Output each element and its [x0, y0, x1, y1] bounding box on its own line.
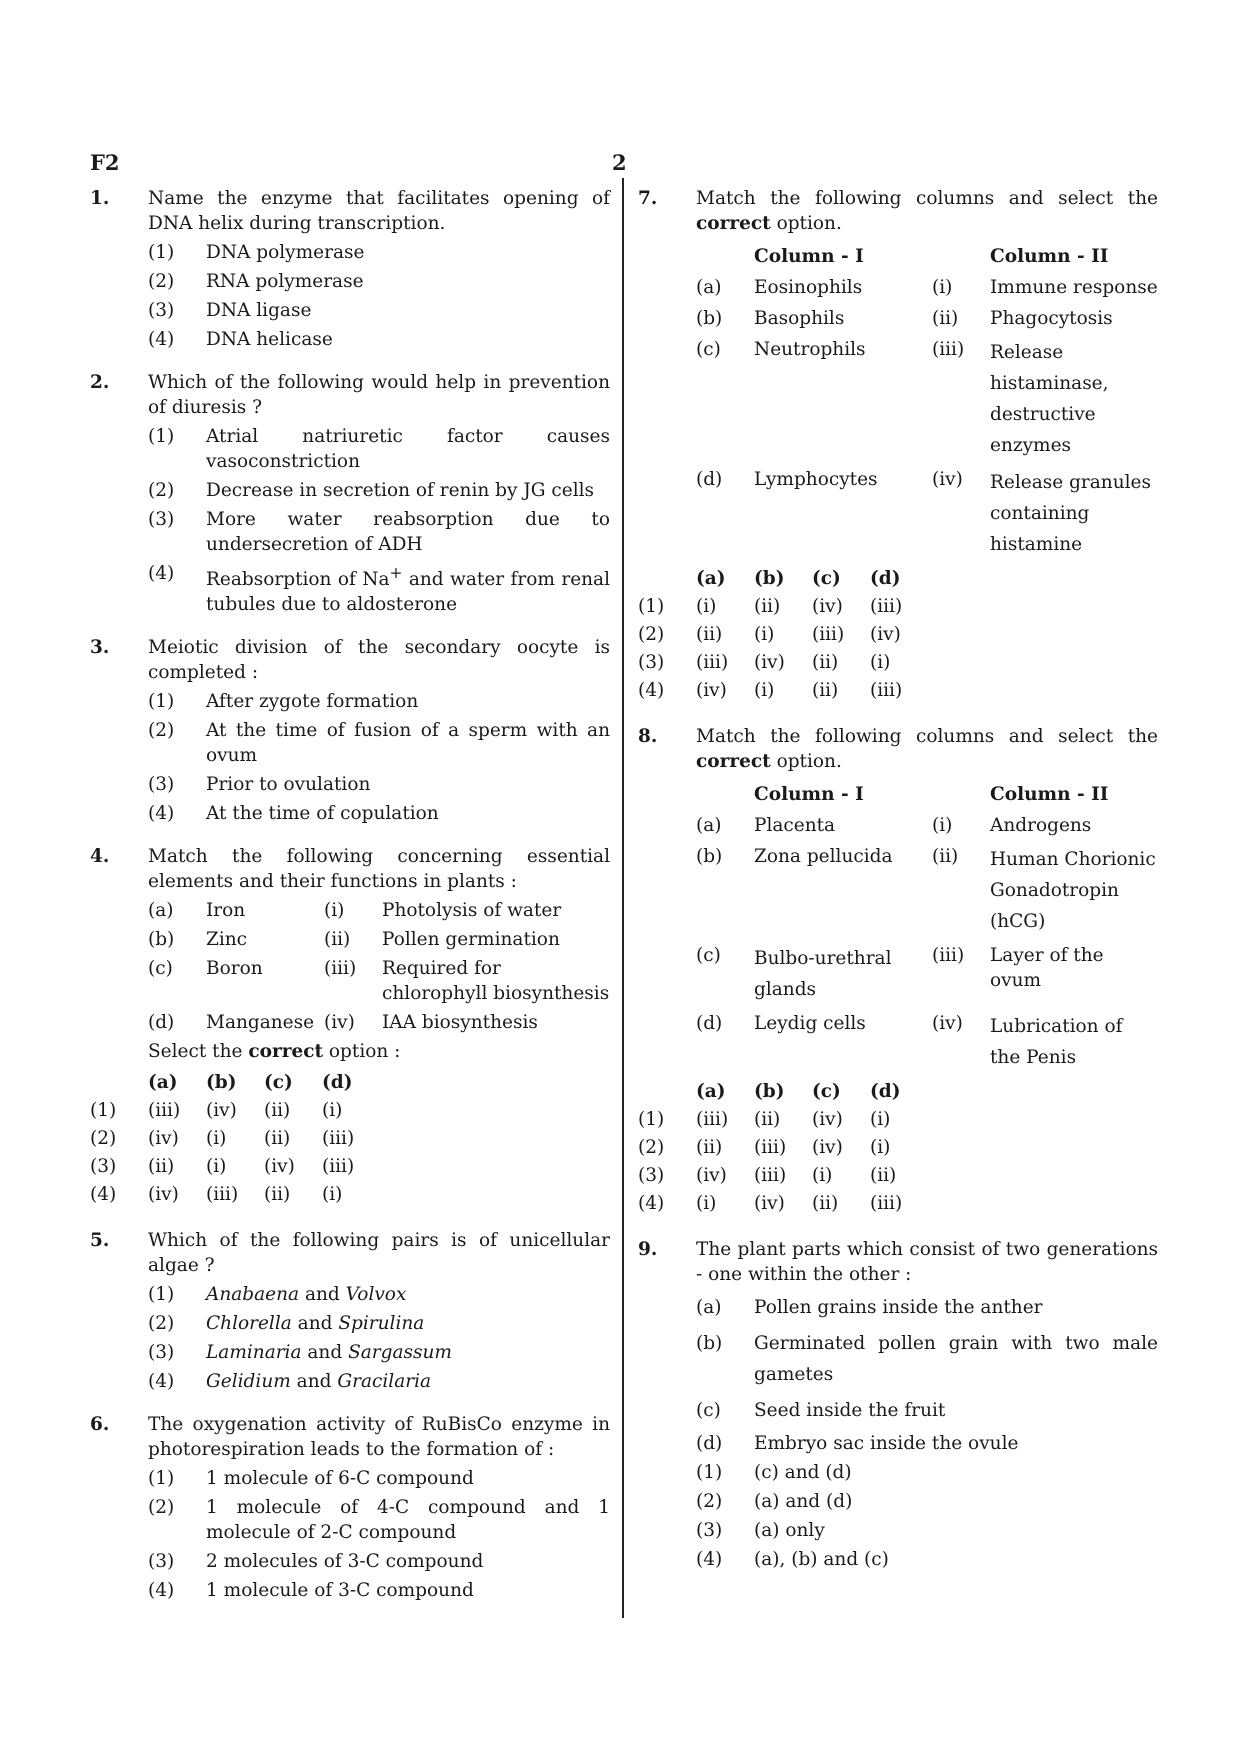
answer-cell: (i): [696, 596, 717, 617]
answer-cell: (iii): [812, 624, 845, 645]
select-text: option :: [323, 1041, 401, 1063]
question-9: [638, 1237, 1158, 1572]
option-3[interactable]: [148, 772, 610, 797]
question-stem: [696, 186, 1158, 236]
option-3[interactable]: [148, 507, 610, 557]
answer-cell: (i): [870, 652, 891, 673]
question-7: [638, 186, 1158, 706]
option-text: At the time of fusion of a sperm with an ovum: [206, 720, 610, 767]
option-3[interactable]: [148, 1549, 610, 1574]
question-6: [90, 1412, 610, 1603]
row-label: (iv): [932, 1013, 963, 1034]
row-label: (c): [696, 339, 721, 360]
answer-cell: (ii): [264, 1100, 291, 1122]
option-text: DNA ligase: [206, 300, 312, 321]
answer-cell: (ii): [812, 652, 839, 673]
option-2[interactable]: [148, 1495, 610, 1545]
answer-cell: (ii): [148, 1156, 175, 1178]
genus-name: Volvox: [345, 1284, 407, 1306]
genus-name: Anabaena: [206, 1284, 300, 1306]
answer-cell: (i): [754, 680, 775, 701]
answer-cell: (iii): [148, 1100, 181, 1122]
option-text: 1 molecule of 6-C compound: [206, 1468, 474, 1490]
option-1[interactable]: [148, 1282, 610, 1307]
column-1-item: Basophils: [754, 308, 845, 329]
column-1-item: Zona pellucida: [754, 846, 893, 867]
match-table: [148, 898, 610, 1035]
answer-header: (c): [264, 1072, 293, 1094]
column-2-item: Phagocytosis: [990, 308, 1113, 329]
question-stem: [696, 724, 1158, 774]
genus-name: Chlorella: [206, 1313, 292, 1335]
answer-cell: (ii): [754, 596, 781, 617]
column-2-item: Lubrication of the Penis: [990, 1016, 1123, 1068]
row-label: (c): [696, 945, 721, 966]
option-2[interactable]: [148, 478, 610, 503]
row-label: (b): [696, 308, 723, 329]
row-label: (ii): [324, 929, 351, 951]
answer-header: (d): [870, 1081, 901, 1102]
option-label: (4): [148, 803, 175, 825]
answer-option-label[interactable]: (1): [90, 1100, 117, 1122]
option-text: [206, 561, 610, 617]
answer-cell: (i): [322, 1184, 343, 1206]
answer-header: (d): [870, 568, 901, 589]
answer-option-label[interactable]: (4): [638, 1193, 665, 1214]
question-stem: Which of the following would help in prevention of diuresis ?: [148, 372, 610, 418]
row-label: (b): [696, 846, 723, 867]
row-label: (c): [148, 958, 173, 980]
answer-cell: (i): [696, 1193, 717, 1214]
option-label: (2): [148, 1313, 175, 1335]
statement-label: (d): [696, 1433, 723, 1454]
column-1-item: Bulbo-urethral glands: [754, 948, 892, 1000]
option-4[interactable]: [696, 1547, 1158, 1572]
row-label: (i): [932, 277, 953, 298]
statement-text: Seed inside the fruit: [754, 1400, 946, 1421]
answer-cell: (ii): [696, 624, 723, 645]
option-text: [206, 1369, 610, 1394]
row-label: (iv): [324, 1012, 355, 1034]
option-text: (a) and (d): [754, 1491, 853, 1512]
answer-option-label[interactable]: (3): [90, 1156, 117, 1178]
option-label: (1): [696, 1462, 723, 1483]
row-label: (ii): [932, 308, 959, 329]
stem-bold: correct: [696, 751, 771, 772]
answer-cell: (ii): [870, 1165, 897, 1186]
genus-name: Sargassum: [348, 1342, 452, 1364]
answer-option-label[interactable]: (4): [90, 1184, 117, 1206]
conjunction: and: [301, 1342, 349, 1364]
option-label: (1): [148, 1468, 175, 1490]
option-text: (c) and (d): [754, 1462, 852, 1483]
column-1-item: Iron: [206, 900, 246, 922]
question-number: 4.: [90, 846, 110, 868]
option-label: (3): [148, 509, 175, 530]
select-instruction: [148, 1039, 610, 1064]
option-1[interactable]: [696, 1460, 1158, 1485]
page-number: 2: [612, 150, 627, 175]
stem-text: Match the following columns and select the: [696, 726, 1158, 747]
question-stem: The plant parts which consist of two generations - one within the other :: [696, 1239, 1158, 1285]
option-text: [206, 1311, 610, 1336]
answer-cell: (iii): [870, 680, 903, 701]
answer-option-label[interactable]: (4): [638, 680, 665, 701]
option-text: Atrial natriuretic factor causes vasoconstriction: [206, 426, 610, 472]
question-8: [638, 724, 1158, 1219]
column-2-item: Required for chlorophyll biosynthesis: [382, 958, 610, 1005]
stem-text: option.: [770, 751, 842, 772]
option-1[interactable]: [148, 424, 610, 474]
option-label: (4): [148, 1580, 175, 1602]
question-number: 2.: [90, 372, 110, 393]
answer-header: (b): [206, 1072, 237, 1094]
option-text: RNA polymerase: [206, 271, 364, 292]
column-1-item: Placenta: [754, 815, 836, 836]
answer-cell: (iv): [812, 596, 843, 617]
answer-cell: (iii): [754, 1137, 787, 1158]
option-2[interactable]: [148, 718, 610, 768]
answer-cell: (i): [206, 1128, 227, 1150]
column-2-item: Androgens: [990, 815, 1092, 836]
row-label: (iii): [932, 945, 965, 966]
option-label: (1): [148, 242, 175, 263]
option-2[interactable]: [148, 1311, 610, 1336]
option-2[interactable]: [148, 269, 610, 294]
column-1-item: Zinc: [206, 929, 248, 951]
answer-cell: (ii): [264, 1184, 291, 1206]
answer-cell: (iii): [696, 652, 729, 673]
answer-cell: (ii): [696, 1137, 723, 1158]
row-label: (iii): [932, 339, 965, 360]
option-label: (3): [148, 1342, 175, 1364]
conjunction: and: [299, 1284, 346, 1306]
question-number: 5.: [90, 1230, 110, 1252]
right-column: [638, 186, 1158, 1590]
row-label: (d): [696, 1013, 723, 1034]
question-number: 3.: [90, 637, 110, 659]
row-label: (a): [148, 900, 174, 922]
answer-cell: (i): [812, 1165, 833, 1186]
row-label: (i): [324, 900, 345, 922]
column-1-header: Column - I: [754, 784, 864, 805]
row-label: (iii): [324, 958, 357, 980]
answer-cell: (iii): [206, 1184, 239, 1206]
stem-bold: correct: [696, 213, 771, 234]
column-2-item: Release granules containing histamine: [990, 472, 1151, 555]
option-text: Prior to ovulation: [206, 774, 371, 796]
answer-cell: (iv): [754, 1193, 785, 1214]
answer-cell: (iv): [264, 1156, 295, 1178]
column-1-item: Leydig cells: [754, 1013, 866, 1034]
answer-cell: (iv): [696, 680, 727, 701]
option-label: (4): [148, 1371, 175, 1393]
answer-cell: (iii): [322, 1156, 355, 1178]
column-1-item: Boron: [206, 958, 263, 980]
statement-text: Embryo sac inside the ovule: [754, 1433, 1019, 1454]
genus-name: Spirulina: [338, 1313, 425, 1335]
statement-a: [696, 1295, 1158, 1320]
answer-cell: (iv): [754, 652, 785, 673]
select-text: Select the: [148, 1041, 249, 1063]
column-2-item: Layer of the ovum: [990, 945, 1104, 991]
conjunction: and: [291, 1313, 339, 1335]
answer-cell: (i): [870, 1137, 891, 1158]
option-label: (3): [696, 1520, 723, 1541]
match-table: [696, 782, 1158, 1073]
answer-cell: (iv): [812, 1137, 843, 1158]
option-text: (a) only: [754, 1520, 825, 1541]
option-text: At the time of copulation: [206, 803, 439, 825]
option-text: [206, 1340, 610, 1365]
row-label: (iv): [932, 469, 963, 490]
stem-text: Match the following columns and select the: [696, 188, 1158, 209]
answer-cell: (iv): [148, 1128, 179, 1150]
option-label: (3): [148, 774, 175, 796]
column-1-item: Neutrophils: [754, 339, 866, 360]
answer-option-label[interactable]: (1): [638, 596, 665, 617]
option-label: (4): [148, 329, 175, 350]
question-stem: Which of the following pairs is of unicellular algae ?: [148, 1230, 610, 1277]
match-table: [696, 244, 1158, 560]
row-label: (b): [148, 929, 175, 951]
column-2-header: Column - II: [990, 246, 1109, 267]
answer-option-label[interactable]: (2): [638, 1137, 665, 1158]
answer-cell: (iii): [870, 1193, 903, 1214]
question-number: 7.: [638, 188, 658, 209]
option-label: (3): [148, 300, 175, 321]
option-label: (2): [148, 720, 175, 742]
answer-header: (a): [696, 568, 726, 589]
option-label: (2): [148, 480, 175, 501]
question-number: 9.: [638, 1239, 658, 1260]
question-number: 1.: [90, 188, 110, 209]
option-text: Decrease in secretion of renin by JG cells: [206, 480, 595, 501]
column-2-header: Column - II: [990, 784, 1109, 805]
answer-grid: [638, 1079, 1158, 1219]
answer-cell: (iv): [696, 1165, 727, 1186]
answer-header: (b): [754, 1081, 785, 1102]
option-3[interactable]: [148, 298, 610, 323]
option-label: (1): [148, 1284, 175, 1306]
answer-cell: (iv): [812, 1109, 843, 1130]
question-1: [90, 186, 610, 352]
answer-grid: [90, 1070, 610, 1210]
column-2-item: Photolysis of water: [382, 900, 562, 922]
genus-name: Gracilaria: [337, 1371, 432, 1393]
answer-cell: (ii): [754, 1109, 781, 1130]
column-divider: [622, 178, 624, 1618]
option-3[interactable]: [696, 1518, 1158, 1543]
option-label: (3): [148, 1551, 175, 1573]
answer-option-label[interactable]: (2): [638, 624, 665, 645]
question-stem: Match the following concerning essential elements and their functions in plants :: [148, 846, 610, 893]
statement-text: Pollen grains inside the anther: [754, 1297, 1043, 1318]
option-text: After zygote formation: [206, 691, 419, 713]
answer-cell: (iii): [696, 1109, 729, 1130]
question-stem: The oxygenation activity of RuBisCo enzyme in photorespiration leads to the formation of :: [148, 1414, 610, 1461]
column-1-item: Manganese: [206, 1012, 315, 1034]
row-label: (ii): [932, 846, 959, 867]
answer-cell: (i): [322, 1100, 343, 1122]
option-text: 2 molecules of 3-C compound: [206, 1551, 484, 1573]
question-3: [90, 635, 610, 826]
option-4[interactable]: [148, 561, 610, 617]
option-1[interactable]: [148, 1466, 610, 1491]
option-label: (4): [696, 1549, 723, 1570]
option-2[interactable]: [696, 1489, 1158, 1514]
option-text: (a), (b) and (c): [754, 1549, 889, 1570]
answer-header: (c): [812, 1081, 841, 1102]
genus-name: Gelidium: [206, 1371, 291, 1393]
answer-cell: (iii): [870, 596, 903, 617]
column-2-item: Immune response: [990, 277, 1158, 298]
column-1-item: Lymphocytes: [754, 469, 878, 490]
question-stem: Meiotic division of the secondary oocyte is completed :: [148, 637, 610, 684]
option-label: (2): [148, 1497, 175, 1519]
statement-label: (b): [696, 1333, 723, 1354]
option-text: 1 molecule of 3-C compound: [206, 1580, 474, 1602]
answer-grid: [638, 566, 1158, 706]
column-2-item: Pollen germination: [382, 929, 560, 951]
option-1[interactable]: [148, 689, 610, 714]
option-3[interactable]: [148, 1340, 610, 1365]
question-stem: Name the enzyme that facilitates opening of DNA helix during transcription.: [148, 188, 610, 234]
statement-b: [696, 1328, 1158, 1390]
option-text: DNA polymerase: [206, 242, 365, 263]
option-text-part: and water from renal tubules due to aldosterone: [206, 569, 610, 616]
option-4[interactable]: [148, 1578, 610, 1603]
option-label: (1): [148, 426, 175, 447]
option-text: [206, 1282, 610, 1307]
option-label: (1): [148, 691, 175, 713]
answer-header: (a): [696, 1081, 726, 1102]
statement-text: Germinated pollen grain with two male gametes: [754, 1333, 1158, 1385]
column-2-item: IAA biosynthesis: [382, 1012, 538, 1034]
superscript: +: [389, 564, 403, 582]
row-label: (a): [696, 815, 722, 836]
option-label: (4): [148, 563, 175, 584]
column-1-header: Column - I: [754, 246, 864, 267]
conjunction: and: [290, 1371, 338, 1393]
statement-c: [696, 1398, 1158, 1423]
row-label: (d): [148, 1012, 175, 1034]
option-1[interactable]: [148, 240, 610, 265]
column-2-item: Human Chorionic Gonadotropin (hCG): [990, 849, 1156, 932]
answer-cell: (i): [870, 1109, 891, 1130]
option-text: 1 molecule of 4-C compound and 1 molecule of 2-C compound: [206, 1497, 610, 1544]
answer-cell: (i): [206, 1156, 227, 1178]
answer-cell: (iv): [206, 1100, 237, 1122]
page-code: F2: [90, 150, 120, 175]
row-label: (d): [696, 469, 723, 490]
answer-cell: (iv): [148, 1184, 179, 1206]
column-1-item: Eosinophils: [754, 277, 863, 298]
question-number: 6.: [90, 1414, 110, 1436]
question-5: [90, 1228, 610, 1394]
row-label: (a): [696, 277, 722, 298]
option-4[interactable]: [148, 1369, 610, 1394]
answer-cell: (i): [754, 624, 775, 645]
genus-name: Laminaria: [206, 1342, 302, 1364]
answer-cell: (iii): [754, 1165, 787, 1186]
answer-cell: (ii): [812, 680, 839, 701]
answer-option-label[interactable]: (3): [638, 652, 665, 673]
answer-header: (a): [148, 1072, 178, 1094]
statement-label: (c): [696, 1400, 721, 1421]
answer-header: (b): [754, 568, 785, 589]
row-label: (i): [932, 815, 953, 836]
option-text: More water reabsorption due to undersecretion of ADH: [206, 509, 610, 555]
question-2: [90, 370, 610, 617]
stem-text: option.: [770, 213, 842, 234]
statement-d: [696, 1431, 1158, 1456]
answer-option-label[interactable]: (1): [638, 1109, 665, 1130]
option-text-part: Reabsorption of Na: [206, 569, 390, 591]
option-label: (2): [696, 1491, 723, 1512]
answer-cell: (ii): [264, 1128, 291, 1150]
question-number: 8.: [638, 726, 658, 747]
column-2-item: Release histaminase, destructive enzymes: [990, 342, 1109, 456]
answer-cell: (iii): [322, 1128, 355, 1150]
answer-cell: (ii): [812, 1193, 839, 1214]
answer-header: (d): [322, 1072, 353, 1094]
question-4: [90, 844, 610, 1210]
option-4[interactable]: [148, 327, 610, 352]
option-4[interactable]: [148, 801, 610, 826]
answer-cell: (iv): [870, 624, 901, 645]
answer-header: (c): [812, 568, 841, 589]
answer-option-label[interactable]: (2): [90, 1128, 117, 1150]
select-bold: correct: [248, 1041, 324, 1063]
left-column: [90, 186, 610, 1621]
option-text: DNA helicase: [206, 329, 333, 350]
answer-option-label[interactable]: (3): [638, 1165, 665, 1186]
option-label: (2): [148, 271, 175, 292]
statement-label: (a): [696, 1297, 722, 1318]
